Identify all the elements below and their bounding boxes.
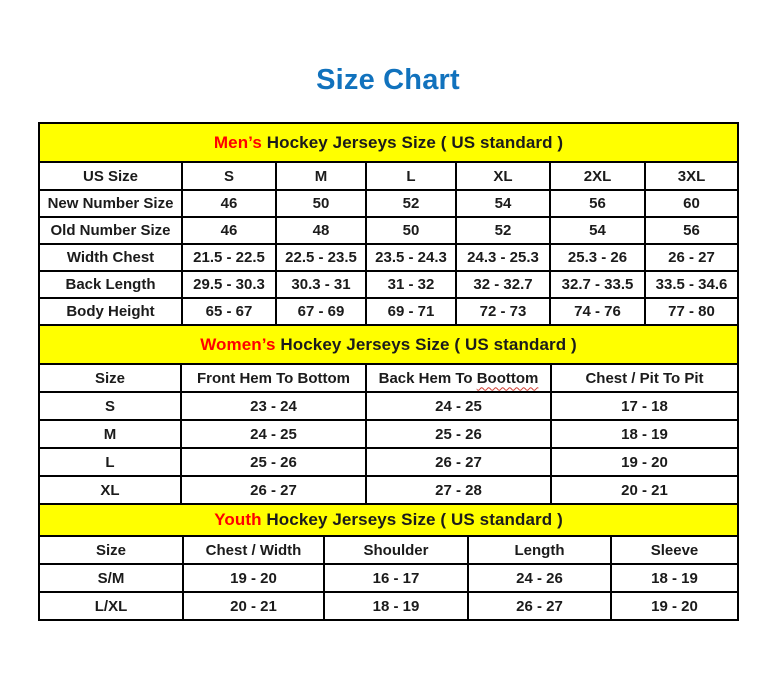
mens-row-label: New Number Size: [39, 190, 182, 217]
youth-size-cell: 19 - 20: [611, 592, 738, 620]
mens-col-header: S: [182, 162, 276, 190]
womens-row-label: M: [39, 420, 181, 448]
mens-section: [38, 122, 737, 326]
womens-size-cell: 27 - 28: [366, 476, 551, 504]
mens-size-cell: 56: [550, 190, 645, 217]
mens-size-cell: 77 - 80: [645, 298, 738, 325]
youth-row-label: S/M: [39, 564, 183, 592]
womens-row-label: XL: [39, 476, 181, 504]
mens-section-title: [39, 123, 738, 162]
youth-col-header: Length: [468, 536, 611, 564]
mens-table-row: [39, 298, 738, 325]
youth-col-header: Chest / Width: [183, 536, 324, 564]
womens-row-label: S: [39, 392, 181, 420]
size-chart-tables: [38, 122, 737, 621]
mens-size-cell: 46: [182, 217, 276, 244]
mens-col-header: 3XL: [645, 162, 738, 190]
mens-size-cell: 33.5 - 34.6: [645, 271, 738, 298]
mens-size-cell: 60: [645, 190, 738, 217]
womens-size-cell: 26 - 27: [181, 476, 366, 504]
womens-size-cell: 23 - 24: [181, 392, 366, 420]
mens-size-cell: 21.5 - 22.5: [182, 244, 276, 271]
mens-col-header: US Size: [39, 162, 182, 190]
mens-size-cell: 74 - 76: [550, 298, 645, 325]
mens-size-cell: 50: [276, 190, 366, 217]
misspelled-word: Boottom: [476, 369, 539, 387]
mens-section-title-highlight: Men’s: [213, 132, 262, 152]
womens-size-cell: 19 - 20: [551, 448, 738, 476]
mens-table-row: [39, 271, 738, 298]
youth-size-cell: 18 - 19: [324, 592, 468, 620]
youth-section: [38, 503, 737, 621]
youth-section-title: [39, 504, 738, 536]
youth-size-cell: 24 - 26: [468, 564, 611, 592]
page-title: Size Chart: [316, 64, 460, 96]
youth-section-title-text: Hockey Jerseys Size ( US standard ): [261, 510, 563, 529]
youth-header-row: [39, 536, 738, 564]
womens-table-row: [39, 420, 738, 448]
mens-size-cell: 46: [182, 190, 276, 217]
mens-size-cell: 31 - 32: [366, 271, 456, 298]
youth-table-row: [39, 592, 738, 620]
mens-row-label: Back Length: [39, 271, 182, 298]
womens-table-row: [39, 448, 738, 476]
youth-size-cell: 18 - 19: [611, 564, 738, 592]
youth-row-label: L/XL: [39, 592, 183, 620]
womens-band-row: [39, 325, 738, 364]
mens-size-cell: 52: [366, 190, 456, 217]
mens-size-cell: 22.5 - 23.5: [276, 244, 366, 271]
youth-section-title-highlight: Youth: [214, 510, 262, 529]
mens-size-cell: 23.5 - 24.3: [366, 244, 456, 271]
mens-size-cell: 56: [645, 217, 738, 244]
mens-size-cell: 52: [456, 217, 550, 244]
womens-size-cell: 25 - 26: [366, 420, 551, 448]
youth-col-header: Shoulder: [324, 536, 468, 564]
mens-size-cell: 30.3 - 31: [276, 271, 366, 298]
youth-size-table: [38, 503, 739, 621]
mens-size-table: [38, 122, 739, 326]
youth-size-cell: 16 - 17: [324, 564, 468, 592]
womens-section-title-text: Hockey Jerseys Size ( US standard ): [275, 334, 577, 354]
mens-size-cell: 72 - 73: [456, 298, 550, 325]
mens-size-cell: 24.3 - 25.3: [456, 244, 550, 271]
womens-size-table: [38, 324, 739, 505]
womens-size-cell: 25 - 26: [181, 448, 366, 476]
womens-row-label: L: [39, 448, 181, 476]
womens-section: [38, 324, 737, 505]
womens-size-cell: 24 - 25: [181, 420, 366, 448]
mens-size-cell: 54: [550, 217, 645, 244]
youth-size-cell: 20 - 21: [183, 592, 324, 620]
youth-col-header: Sleeve: [611, 536, 738, 564]
womens-size-cell: 24 - 25: [366, 392, 551, 420]
mens-row-label: Width Chest: [39, 244, 182, 271]
mens-size-cell: 54: [456, 190, 550, 217]
mens-size-cell: 69 - 71: [366, 298, 456, 325]
womens-size-cell: 26 - 27: [366, 448, 551, 476]
mens-table-row: [39, 217, 738, 244]
womens-col-header: Front Hem To Bottom: [181, 364, 366, 392]
womens-size-cell: 20 - 21: [551, 476, 738, 504]
womens-size-cell: 17 - 18: [551, 392, 738, 420]
womens-section-title-highlight: Women’s: [200, 334, 276, 354]
mens-size-cell: 67 - 69: [276, 298, 366, 325]
mens-size-cell: 29.5 - 30.3: [182, 271, 276, 298]
mens-col-header: L: [366, 162, 456, 190]
mens-size-cell: 50: [366, 217, 456, 244]
mens-band-row: [39, 123, 738, 162]
youth-size-cell: 19 - 20: [183, 564, 324, 592]
womens-section-title: [39, 325, 738, 364]
womens-size-cell: 18 - 19: [551, 420, 738, 448]
mens-col-header: 2XL: [550, 162, 645, 190]
mens-size-cell: 32.7 - 33.5: [550, 271, 645, 298]
mens-table-row: [39, 244, 738, 271]
mens-row-label: Body Height: [39, 298, 182, 325]
mens-header-row: [39, 162, 738, 190]
mens-table-row: [39, 190, 738, 217]
mens-size-cell: 48: [276, 217, 366, 244]
mens-row-label: Old Number Size: [39, 217, 182, 244]
mens-size-cell: 32 - 32.7: [456, 271, 550, 298]
youth-band-row: [39, 504, 738, 536]
mens-size-cell: 26 - 27: [645, 244, 738, 271]
womens-header-row: [39, 364, 738, 392]
youth-table-row: [39, 564, 738, 592]
womens-col-header-prefix: Back Hem To: [378, 369, 477, 387]
womens-col-header: Chest / Pit To Pit: [551, 364, 738, 392]
womens-table-row: [39, 476, 738, 504]
mens-size-cell: 65 - 67: [182, 298, 276, 325]
youth-col-header: Size: [39, 536, 183, 564]
womens-col-header: Size: [39, 364, 181, 392]
womens-col-header: [366, 364, 551, 392]
mens-size-cell: 25.3 - 26: [550, 244, 645, 271]
womens-table-row: [39, 392, 738, 420]
mens-col-header: XL: [456, 162, 550, 190]
mens-section-title-text: Hockey Jerseys Size ( US standard ): [261, 132, 564, 152]
youth-size-cell: 26 - 27: [468, 592, 611, 620]
mens-col-header: M: [276, 162, 366, 190]
